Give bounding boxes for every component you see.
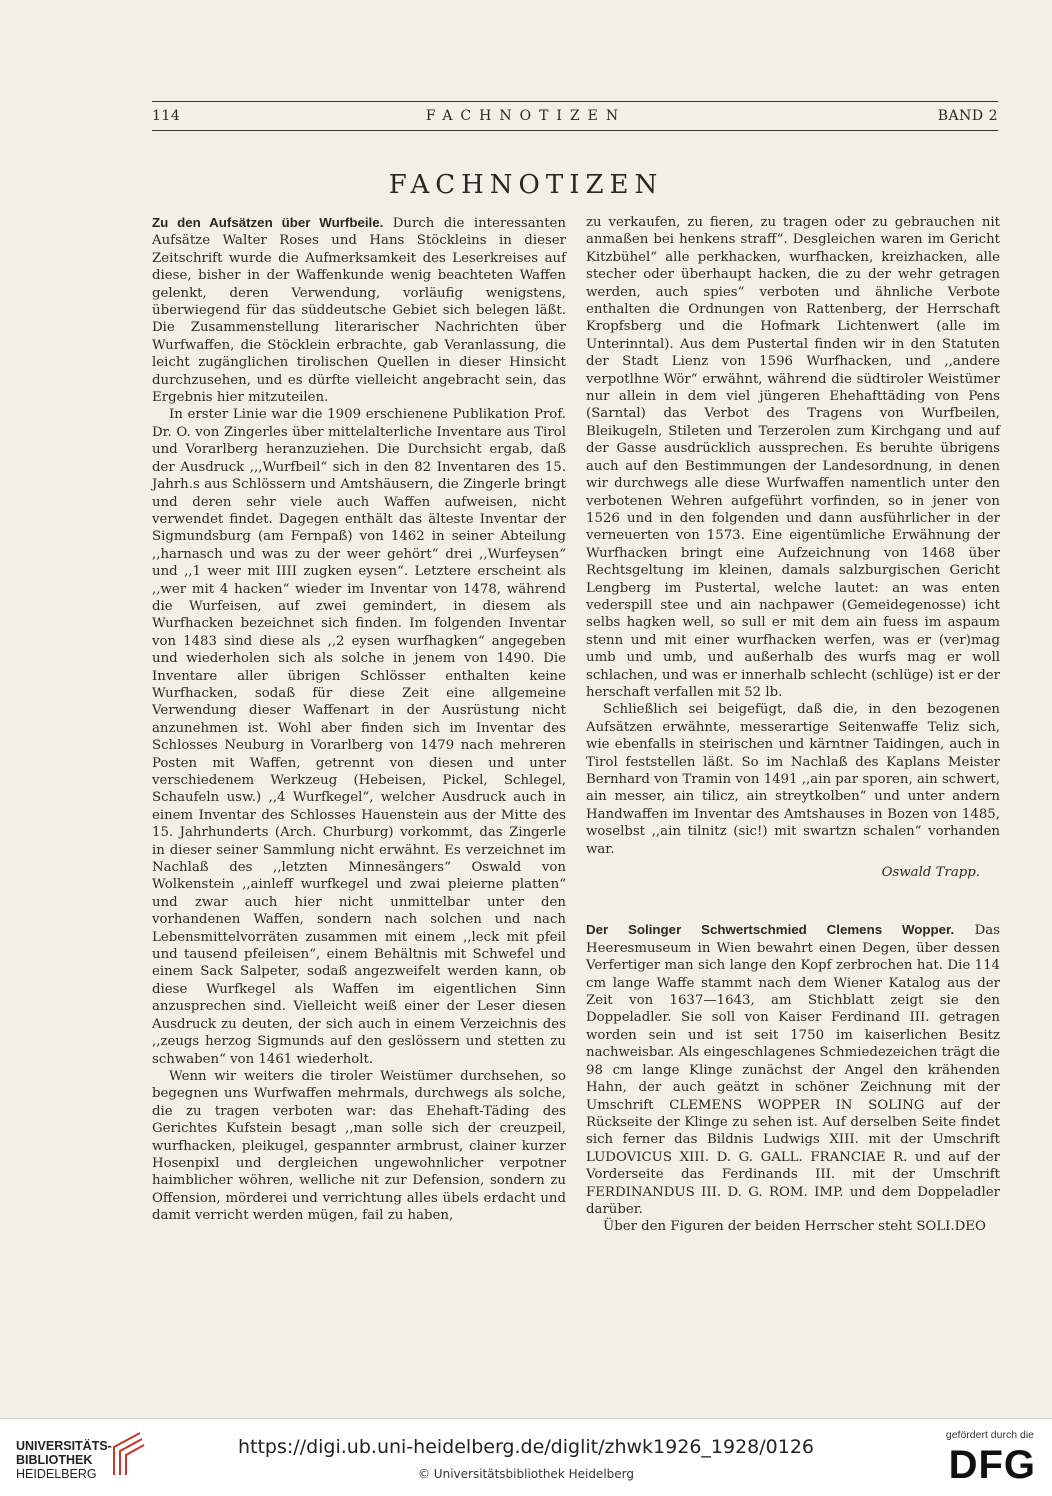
- column-left: [152, 214, 566, 1225]
- document-url-link[interactable]: https://digi.ub.uni-heidelberg.de/diglit/zhwk1926_1928/0126: [237, 1436, 815, 1458]
- article1-paragraph-5: Schließlich sei beigefügt, daß die, in den bezogenen Aufsätzen erwähnte, messerartige Seitenwaffe Teliz sich, wie ebenfalls in steirischen und kärntner Taidingen, auch in Tirol feststellen läßt. So im Nachlaß des Kaplans Meister Bernhard von Tramin von 1491 ,,ain par sporen, ain schwert, ain messer, ain tilicz, ain streytkolben“ und unter andern Handwaffen im Inventar des Amtshauses in Bozen von 1485, woselbst ,,ain tilnitz (sic!) mit swartzn schalen“ vorhanden war.: [586, 702, 1000, 857]
- article1-paragraph-2: In erster Linie war die 1909 erschienene Publikation Prof. Dr. O. von Zingerles über mittelalterliche Inventare aus Tirol und Vorarlberg heranzuziehen. Die Durchsicht ergab, daß der Ausdruck ,,,Wurfbeil“ sich in den 82 Inventaren des 15. Jahrh.s aus Schlössern und Amtshäusern, die Zingerle bringt und deren sehr viele auch Waffen aufweisen, nicht verwendet findet. Dagegen enthält das älteste Inventar der Sigmundsburg (am Fernpaß) von 1462 in seiner Abteilung ,,harnasch und was zu der weer gehört“ drei ,,Wurfeysen“ und ,,1 weer mit IIII zugken eysen“. Letztere erscheint als ,,wer mit 4 hacken“ wieder im Inventar von 1478, während die Wurfeisen, auf zwei gemindert, in diesem als Wurfhacken bezeichnet sich finden. Im folgenden Inventar von 1483 sind diese als ,,2 eysen wurfhagken“ angegeben und wiederholen sich als solche in jenem von 1490. Die Inventare aller übrigen Schlösser enthalten keine Wurfhacken, sodaß für diese Zeit eine allgemeine Verwendung dieser Waffenart in der Ausrüstung nicht anzunehmen ist. Wohl aber finden sich im Inventar des Schlosses Neuburg in Vorarlberg von 1479 nach mehreren Posten mit Waffen, getrennt von diesen und unter verschiedenem Werkzeug (Hebeisen, Pickel, Schlegel, Schaufeln usw.) ,,4 Wurfkegel“, welcher Ausdruck auch in einem Inventar des Schlosses Hauenstein aus der Mitte des 15. Jahrhunderts (Arch. Churburg) vorkommt, das Zingerle in dieser seiner Sammlung nicht erwähnt. Es verzeichnet im Nachlaß des ,,letzten Minnesängers“ Oswald von Wolkenstein ,,ainleff wurfkegel und zwai pleierne platten“ und zwar auch hier nicht unmittelbar unter den vorhandenen Waffen, sondern nach solchen und nach Lebensmittelvorräten zusammen mit einem ,,leck mit pfeil und tausend pfeileisen“, einem Behältnis mit Schwefel und einem Sack Salpeter, sodaß angezweifelt werden kann, ob diese Wurfkegel als Waffen im eigentlichen Sinn anzusprechen sind. Vielleicht weiß einer der Leser diesen Ausdruck zu deuten, der sich auch in einem Verzeichnis des ,,zeugs herzog Sigmunds auf den geslössern und stetten zu schwaben“ von 1461 wiederholt.: [152, 407, 566, 1067]
- article1-heading: Zu den Aufsätzen über Wurfbeile.: [152, 215, 384, 230]
- library-name-line1: UNIVERSITÄTS-: [16, 1439, 112, 1453]
- article1-paragraph-1: Durch die interessanten Aufsätze Walter Roses und Hans Stöckleins in dieser Zeitschrift wurde die Aufmerksamkeit des Leserkreises auf diese, bisher in der Waffenkunde wenig beachteten Waffen gelenkt, deren Verwendung, vorläufig wenigstens, überwiegend für das süddeutsche Gebiet sich belegen läßt. Die Zusammenstellung literarischer Nachrichten über Wurfwaffen, die Stöcklein erbrachte, gab Veranlassung, die leicht zugänglichen tirolischen Quellen in dieser Hinsicht durchzusehen, und es dürfte vielleicht angebracht sein, das Ergebnis hier mitzuteilen.: [152, 216, 566, 406]
- library-name-line3: HEIDELBERG: [16, 1467, 97, 1481]
- article1-paragraph-3: Wenn wir weiters die tiroler Weistümer durchsehen, so begegnen uns Wurfwaffen mehrmals, durchwegs als solche, die zu tragen verboten war: das Ehehaft-Täding des Gerichtes Kufstein besagt ,,man solle sich der creuzpeil, wurfhacken, pleikugel, gespannter armbrust, clainer kurzer Hosenpixl und dergleichen ungewohnlicher verpotner haimblicher wöhren, welliche nit zur Defension, sondern zu Offension, mörderei und verrichtung alles übels erdacht und damit verricht werden mügen, fail zu haben,: [152, 1068, 566, 1224]
- running-title: FACHNOTIZEN: [425, 108, 627, 124]
- page-title: FACHNOTIZEN: [388, 170, 664, 200]
- dfg-logo[interactable]: DFG: [948, 1443, 1036, 1487]
- article1-paragraph-4: zu verkaufen, zu fieren, zu tragen oder zu gebrauchen nit anmaßen bei henkens straff“. Desgleichen waren im Gericht Kitzbühel“ alle perkhacken, wurfhacken, kreizhacken, alle stecher oder überhaupt hacken, die zu der wehr getragen werden, auch spies“ verboten und ähnliche Verbote enthalten die Ordnungen von Rattenberg, der Herrschaft Kropfsberg und die Hofmark Lichtenwert (alle im Unterinntal). Aus dem Pustertal finden wir in den Statuten der Stadt Lienz von 1596 Wurfhacken, und ,,andere verpotlhne Wör“ erwähnt, während die südtiroler Weistümer nur allein in dem viel jüngeren Ehehafttäding von Pens (Sarntal) das Verbot des Tragens von Wurfbeilen, Bleikugeln, Stileten und Terzerolen zum Kirchgang und auf der Gasse ausdrücklich aussprechen. Es beruhte übrigens auch auf den Bestimmungen der Landesordnung, in denen wir durchwegs alle diese Wurfwaffen namentlich unter den verbotenen Wehren aufgeführt vorfinden, so in jener von 1526 und in den folgenden und dann ausführlicher in der verneuerten von 1573. Eine eigentümliche Erwähnung der Wurfhacken bringt eine Aufzeichnung von 1468 über Rechtsgeltung im kleinen, damals salzburgischen Gericht Lengberg im Pustertal, welche lautet: an was enten vederspill stee und ain nachpawer (Gemeidegenosse) icht selbs hagken well, so sull er mit dem ain fuess im aspaum stenn und mit einer wurfhacken werfen, was er (ver)mag umb und umb, und außerhalb des wurfs mag er woll schlachen, und was er innerhalb schlecht (schlüge) ist er der herschaft verfallen mit 52 lb.: [586, 215, 1000, 700]
- article2-paragraph-1: Das Heeresmuseum in Wien bewahrt einen Degen, über dessen Verfertiger man sich lange den Kopf zerbrochen hat. Die 114 cm lange Waffe stammt nach dem Wiener Katalog aus der Zeit von 1637—1643, am Stichblatt zeigt sie den Doppeladler. Sie soll von Kaiser Ferdinand III. getragen worden sein und ist seit 1750 im kaiserlichen Besitz nachweisbar. Als eingeschlagenes Schmiedezeichen trägt die 98 cm lange Klinge zunächst der Angel den krähenden Hahn, der auch geätzt in schöner Zeichnung mit der Umschrift CLEMENS WOPPER IN SOLING auf der Rückseite der Klinge zu sehen ist. Auf derselben Seite findet sich ferner das Bildnis Ludwigs XIII. mit der Umschrift LUDOVICUS XIII. D. G. GALL. FRANCIAE R. und auf der Vorderseite das Ferdinands III. mit der Umschrift FERDINANDUS III. D. G. ROM. IMP. und dem Doppeladler darüber.: [586, 923, 1000, 1217]
- column-right: [586, 214, 1000, 1236]
- article2-paragraph-2: Über den Figuren der beiden Herrscher steht SOLI.DEO: [603, 1219, 986, 1235]
- article2-heading: Der Solinger Schwertschmied Clemens Wopper.: [586, 922, 955, 938]
- article-separator: [586, 881, 1000, 921]
- copyright-notice: © Universitätsbibliothek Heidelberg: [417, 1467, 634, 1481]
- library-name-line2: BIBLIOTHEK: [16, 1453, 93, 1467]
- header-bottom-rule: [152, 130, 998, 131]
- article1-author: Oswald Trapp.: [881, 865, 980, 881]
- header-top-rule: [152, 101, 998, 102]
- funded-by-label: gefördert durch die: [945, 1429, 1034, 1441]
- volume-label: BAND 2: [937, 108, 998, 124]
- page-number: 114: [152, 108, 181, 124]
